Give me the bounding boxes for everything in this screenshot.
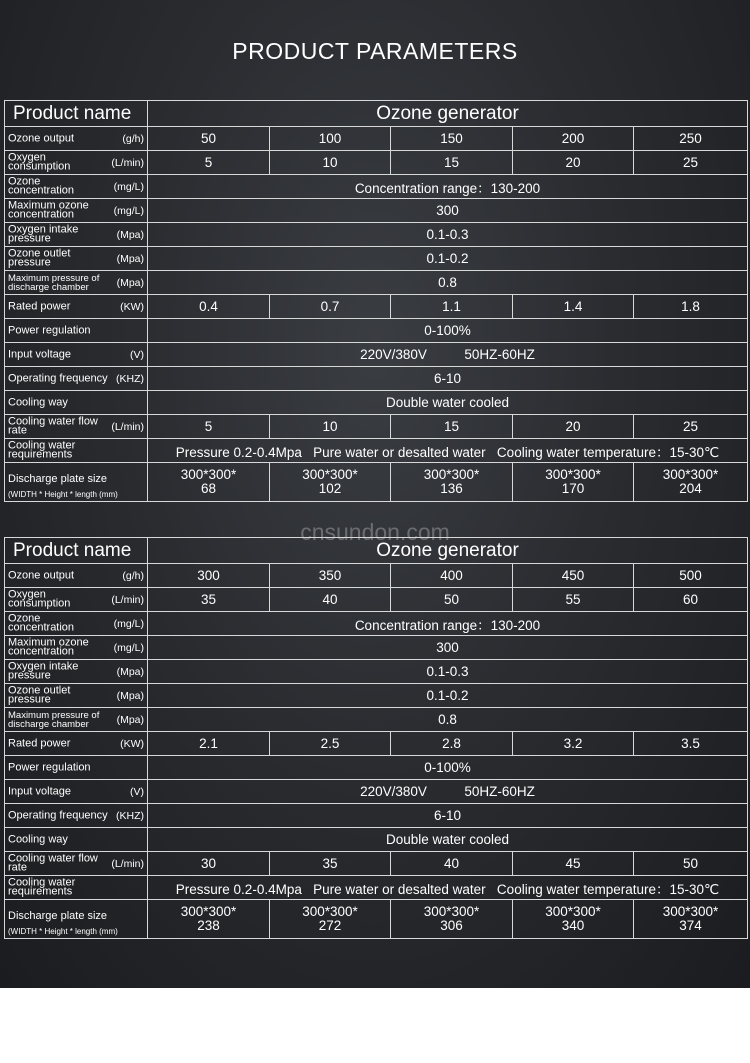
ozone-output-value: 50 — [148, 127, 270, 151]
max-pressure-discharge-value: 0.8 — [148, 708, 748, 732]
input-voltage-label: Input voltage — [8, 347, 71, 360]
operating-frequency-label-cell — [5, 367, 148, 391]
oxygen-consumption-label: Oxygen consumption — [8, 588, 71, 610]
ozone-output-value: 350 — [270, 564, 391, 588]
cooling-water-flow-rate-value: 50 — [634, 852, 748, 876]
max-ozone-concentration-label-cell — [5, 199, 148, 223]
plate-dimensions: 300*300* — [180, 904, 237, 919]
oxygen-intake-pressure-label-cell — [5, 223, 148, 247]
oxygen-consumption-value: 10 — [270, 151, 391, 175]
ozone-outlet-pressure-value: 0.1-0.2 — [148, 247, 748, 271]
max-ozone-concentration-unit: (mg/L) — [113, 204, 144, 217]
discharge-plate-size-label-cell — [5, 463, 148, 502]
oxygen-consumption-value: 20 — [513, 151, 634, 175]
row-cooling-way — [5, 391, 748, 415]
row-max-pressure-discharge — [5, 271, 748, 295]
max-ozone-concentration-unit: (mg/L) — [113, 641, 144, 654]
discharge-plate-size-value — [148, 900, 270, 939]
rated-power-value: 1.8 — [634, 295, 748, 319]
oxygen-intake-pressure-label: Oxygen intake pressure — [8, 660, 79, 682]
ozone-output-value: 200 — [513, 127, 634, 151]
oxygen-intake-pressure-label-cell — [5, 660, 148, 684]
rated-power-value: 0.4 — [148, 295, 270, 319]
operating-frequency-unit: (KHZ) — [116, 372, 144, 385]
power-regulation-value: 0-100% — [148, 319, 748, 343]
plate-length: 340 — [561, 918, 585, 933]
max-ozone-concentration-label: Maximum ozone concentration — [8, 199, 89, 221]
parameters-table-2 — [4, 537, 748, 939]
row-cooling-water-requirements — [5, 439, 748, 463]
discharge-plate-size-value — [634, 900, 748, 939]
product-name-label: Product name — [5, 101, 148, 127]
ozone-outlet-pressure-label-cell — [5, 684, 148, 708]
discharge-plate-size-value — [513, 463, 634, 502]
cooling-water-flow-rate-label-cell — [5, 415, 148, 439]
operating-frequency-label: Operating frequency — [8, 371, 108, 384]
operating-frequency-label-cell — [5, 804, 148, 828]
product-name-value: Ozone generator — [148, 101, 748, 127]
rated-power-label-cell — [5, 732, 148, 756]
discharge-plate-size-value — [391, 900, 513, 939]
row-input-voltage — [5, 343, 748, 367]
plate-dimensions: 300*300* — [545, 904, 601, 919]
input-voltage-label-cell — [5, 780, 148, 804]
plate-length: 204 — [679, 481, 702, 496]
discharge-plate-size-label: Discharge plate size — [8, 473, 108, 485]
oxygen-intake-pressure-value: 0.1-0.3 — [148, 660, 748, 684]
row-rated-power — [5, 732, 748, 756]
cooling-water-flow-rate-value: 30 — [148, 852, 270, 876]
oxygen-consumption-value: 55 — [513, 588, 634, 612]
ozone-concentration-value: Concentration range：130-200 — [148, 612, 748, 636]
row-operating-frequency — [5, 804, 748, 828]
ozone-output-value: 500 — [634, 564, 748, 588]
row-max-ozone-concentration — [5, 636, 748, 660]
product-name-value: Ozone generator — [148, 538, 748, 564]
rated-power-value: 1.1 — [391, 295, 513, 319]
cooling-water-flow-rate-value: 35 — [270, 852, 391, 876]
ozone-output-value: 450 — [513, 564, 634, 588]
table-header-row — [5, 101, 748, 127]
cooling-water-requirements-label-cell — [5, 439, 148, 463]
ozone-outlet-pressure-unit: (Mpa) — [116, 689, 144, 702]
discharge-plate-size-value — [634, 463, 748, 502]
discharge-plate-size-value — [148, 463, 270, 502]
operating-frequency-unit: (KHZ) — [116, 809, 144, 822]
cooling-water-flow-rate-unit: (L/min) — [111, 857, 144, 870]
power-regulation-label-cell — [5, 319, 148, 343]
discharge-plate-size-label-cell — [5, 900, 148, 939]
ozone-concentration-label-cell — [5, 612, 148, 636]
power-regulation-label: Power regulation — [8, 323, 91, 336]
ozone-output-label: Ozone output — [8, 568, 75, 581]
cooling-water-flow-rate-value: 15 — [391, 415, 513, 439]
discharge-plate-size-sublabel: (WIDTH * Height * length (mm) — [8, 927, 118, 936]
discharge-plate-size-value — [391, 463, 513, 502]
cooling-water-flow-rate-label: Cooling water flow rate — [8, 852, 98, 874]
cooling-water-flow-rate-value: 40 — [391, 852, 513, 876]
cooling-water-requirements-label: Cooling water requirements — [8, 439, 76, 461]
oxygen-consumption-value: 60 — [634, 588, 748, 612]
power-regulation-label: Power regulation — [8, 760, 91, 773]
rated-power-value: 2.1 — [148, 732, 270, 756]
input-voltage-unit: (V) — [130, 785, 144, 798]
rated-power-label: Rated power — [8, 299, 71, 312]
plate-length: 136 — [440, 481, 463, 496]
row-discharge-plate-size — [5, 463, 748, 502]
oxygen-intake-pressure-unit: (Mpa) — [116, 228, 144, 241]
plate-length: 170 — [561, 481, 585, 496]
watermark: cnsundon.com — [300, 519, 450, 545]
plate-length: 102 — [318, 481, 342, 496]
oxygen-intake-pressure-unit: (Mpa) — [116, 665, 144, 678]
oxygen-consumption-value: 5 — [148, 151, 270, 175]
oxygen-consumption-value: 35 — [148, 588, 270, 612]
operating-frequency-value: 6-10 — [148, 804, 748, 828]
plate-dimensions: 300*300* — [302, 467, 358, 482]
discharge-plate-size-value — [513, 900, 634, 939]
oxygen-consumption-label-cell — [5, 588, 148, 612]
ozone-output-value: 300 — [148, 564, 270, 588]
row-ozone-concentration — [5, 175, 748, 199]
max-ozone-concentration-label-cell — [5, 636, 148, 660]
parameters-table-1 — [4, 100, 748, 502]
max-pressure-discharge-label-cell — [5, 271, 148, 295]
oxygen-intake-pressure-label: Oxygen intake pressure — [8, 223, 79, 245]
row-ozone-output — [5, 127, 748, 151]
plate-length: 306 — [440, 918, 463, 933]
oxygen-consumption-value: 40 — [270, 588, 391, 612]
cooling-way-value: Double water cooled — [148, 828, 748, 852]
row-cooling-water-requirements — [5, 876, 748, 900]
ozone-concentration-value: Concentration range：130-200 — [148, 175, 748, 199]
row-power-regulation — [5, 319, 748, 343]
discharge-plate-size-value — [270, 463, 391, 502]
cooling-water-requirements-label: Cooling water requirements — [8, 876, 76, 898]
ozone-outlet-pressure-unit: (Mpa) — [116, 252, 144, 265]
cooling-way-label-cell — [5, 391, 148, 415]
plate-dimensions: 300*300* — [302, 904, 358, 919]
plate-dimensions: 300*300* — [423, 904, 480, 919]
cooling-water-flow-rate-value: 45 — [513, 852, 634, 876]
max-pressure-discharge-label: Maximum pressure of discharge chamber — [8, 272, 100, 293]
ozone-concentration-unit: (mg/L) — [113, 180, 144, 193]
max-ozone-concentration-value: 300 — [148, 636, 748, 660]
plate-length: 238 — [197, 918, 220, 933]
ozone-concentration-label: Ozone concentration — [8, 175, 75, 197]
cooling-water-flow-rate-value: 25 — [634, 415, 748, 439]
cooling-water-requirements-label-cell — [5, 876, 148, 900]
plate-dimensions: 300*300* — [423, 467, 480, 482]
row-oxygen-intake-pressure — [5, 223, 748, 247]
oxygen-consumption-value: 15 — [391, 151, 513, 175]
plate-dimensions: 300*300* — [180, 467, 237, 482]
cooling-water-requirements-value: Pressure 0.2-0.4Mpa Pure water or desalted water Cooling water temperature：15-30℃ — [148, 439, 748, 463]
input-voltage-label: Input voltage — [8, 784, 71, 797]
plate-length: 374 — [679, 918, 702, 933]
power-regulation-label-cell — [5, 756, 148, 780]
discharge-plate-size-label: Discharge plate size — [8, 910, 108, 922]
oxygen-consumption-unit: (L/min) — [111, 593, 144, 606]
row-max-ozone-concentration — [5, 199, 748, 223]
cooling-way-label: Cooling way — [8, 832, 68, 845]
plate-length: 68 — [200, 481, 217, 496]
row-discharge-plate-size — [5, 900, 748, 939]
cooling-water-flow-rate-unit: (L/min) — [111, 420, 144, 433]
max-ozone-concentration-value: 300 — [148, 199, 748, 223]
row-cooling-water-flow-rate — [5, 852, 748, 876]
rated-power-label: Rated power — [8, 736, 71, 749]
cooling-water-flow-rate-value: 10 — [270, 415, 391, 439]
plate-dimensions: 300*300* — [662, 467, 719, 482]
rated-power-label-cell — [5, 295, 148, 319]
ozone-output-unit: (g/h) — [122, 132, 144, 145]
plate-length: 272 — [318, 918, 342, 933]
ozone-outlet-pressure-label-cell — [5, 247, 148, 271]
rated-power-value: 3.5 — [634, 732, 748, 756]
ozone-output-value: 100 — [270, 127, 391, 151]
rated-power-value: 2.8 — [391, 732, 513, 756]
row-ozone-concentration — [5, 612, 748, 636]
row-ozone-output — [5, 564, 748, 588]
row-oxygen-intake-pressure — [5, 660, 748, 684]
max-pressure-discharge-label: Maximum pressure of discharge chamber — [8, 709, 100, 730]
ozone-outlet-pressure-value: 0.1-0.2 — [148, 684, 748, 708]
discharge-plate-size-sublabel: (WIDTH * Height * length (mm) — [8, 490, 118, 499]
page-title: PRODUCT PARAMETERS — [232, 38, 518, 64]
oxygen-consumption-value: 25 — [634, 151, 748, 175]
ozone-output-label-cell — [5, 564, 148, 588]
row-ozone-outlet-pressure — [5, 247, 748, 271]
ozone-concentration-label: Ozone concentration — [8, 612, 75, 634]
row-cooling-way — [5, 828, 748, 852]
operating-frequency-value: 6-10 — [148, 367, 748, 391]
row-rated-power — [5, 295, 748, 319]
cooling-water-requirements-value: Pressure 0.2-0.4Mpa Pure water or desalted water Cooling water temperature：15-30℃ — [148, 876, 748, 900]
oxygen-consumption-value: 50 — [391, 588, 513, 612]
max-pressure-discharge-unit: (Mpa) — [116, 276, 144, 289]
ozone-output-unit: (g/h) — [122, 569, 144, 582]
cooling-way-label-cell — [5, 828, 148, 852]
product-name-label: Product name — [5, 538, 148, 564]
row-max-pressure-discharge — [5, 708, 748, 732]
ozone-output-value: 150 — [391, 127, 513, 151]
table-header-row — [5, 538, 748, 564]
max-pressure-discharge-value: 0.8 — [148, 271, 748, 295]
rated-power-value: 2.5 — [270, 732, 391, 756]
ozone-outlet-pressure-label: Ozone outlet pressure — [8, 684, 71, 706]
ozone-output-value: 250 — [634, 127, 748, 151]
operating-frequency-label: Operating frequency — [8, 808, 108, 821]
input-voltage-value: 220V/380V 50HZ-60HZ — [148, 780, 748, 804]
rated-power-unit: (KW) — [120, 300, 144, 313]
cooling-water-flow-rate-value: 20 — [513, 415, 634, 439]
row-operating-frequency — [5, 367, 748, 391]
max-pressure-discharge-unit: (Mpa) — [116, 713, 144, 726]
ozone-concentration-unit: (mg/L) — [113, 617, 144, 630]
oxygen-consumption-unit: (L/min) — [111, 156, 144, 169]
ozone-output-value: 400 — [391, 564, 513, 588]
rated-power-value: 0.7 — [270, 295, 391, 319]
ozone-output-label: Ozone output — [8, 131, 75, 144]
row-cooling-water-flow-rate — [5, 415, 748, 439]
oxygen-intake-pressure-value: 0.1-0.3 — [148, 223, 748, 247]
oxygen-consumption-label-cell — [5, 151, 148, 175]
input-voltage-value: 220V/380V 50HZ-60HZ — [148, 343, 748, 367]
rated-power-unit: (KW) — [120, 737, 144, 750]
row-ozone-outlet-pressure — [5, 684, 748, 708]
power-regulation-value: 0-100% — [148, 756, 748, 780]
input-voltage-unit: (V) — [130, 348, 144, 361]
cooling-way-value: Double water cooled — [148, 391, 748, 415]
cooling-water-flow-rate-label: Cooling water flow rate — [8, 415, 98, 437]
ozone-outlet-pressure-label: Ozone outlet pressure — [8, 247, 71, 269]
max-pressure-discharge-label-cell — [5, 708, 148, 732]
row-power-regulation — [5, 756, 748, 780]
max-ozone-concentration-label: Maximum ozone concentration — [8, 636, 89, 658]
row-input-voltage — [5, 780, 748, 804]
ozone-concentration-label-cell — [5, 175, 148, 199]
cooling-way-label: Cooling way — [8, 395, 68, 408]
rated-power-value: 1.4 — [513, 295, 634, 319]
plate-dimensions: 300*300* — [545, 467, 601, 482]
cooling-water-flow-rate-label-cell — [5, 852, 148, 876]
ozone-output-label-cell — [5, 127, 148, 151]
plate-dimensions: 300*300* — [662, 904, 719, 919]
oxygen-consumption-label: Oxygen consumption — [8, 151, 71, 173]
cooling-water-flow-rate-value: 5 — [148, 415, 270, 439]
row-oxygen-consumption — [5, 151, 748, 175]
rated-power-value: 3.2 — [513, 732, 634, 756]
input-voltage-label-cell — [5, 343, 148, 367]
row-oxygen-consumption — [5, 588, 748, 612]
discharge-plate-size-value — [270, 900, 391, 939]
